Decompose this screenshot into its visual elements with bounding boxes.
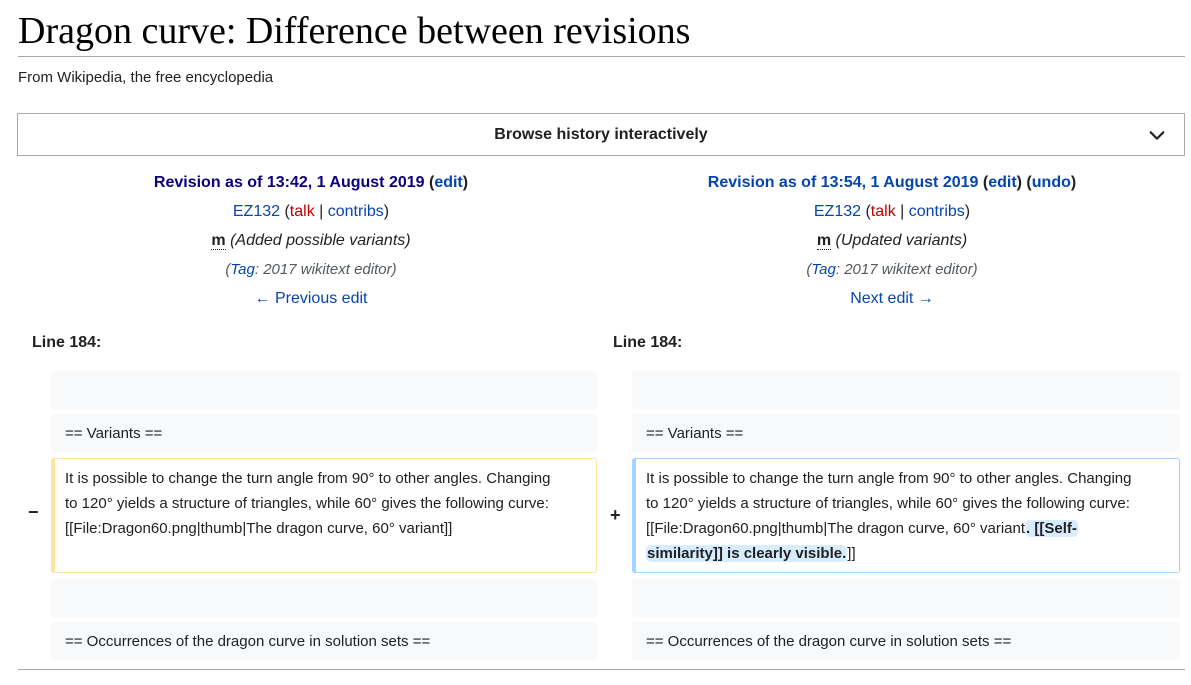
old-talk-link[interactable]: talk [289,203,315,220]
new-talk-link[interactable]: talk [870,203,896,220]
old-tag-value: : 2017 wikitext editor) [254,261,397,278]
bottom-divider [18,669,1185,670]
new-separator: | [895,203,909,220]
deleted-text-line-2: to 120° yields a structure of triangles, while 60° gives the following curve: [65,495,549,512]
added-text-line-2: to 120° yields a structure of triangles, while 60° gives the following curve: [646,495,1130,512]
right-line-number: Line 184: [613,334,683,351]
right-context-occurrences-text: == Occurrences of the dragon curve in solution sets == [646,633,1012,650]
next-edit-link[interactable]: Next edit → [850,290,934,307]
added-text-post: ]] [847,545,856,562]
page-title: Dragon curve: Difference between revisions [18,8,1185,57]
old-edit-summary: (Added possible variants) [230,232,411,249]
left-context-occurrences-text: == Occurrences of the dragon curve in solution sets == [65,633,431,650]
inserted-text-a: . [[Self- [1026,520,1077,537]
new-edit-link[interactable]: edit [988,174,1017,191]
new-minor-edit-flag: m [816,232,832,249]
old-paren-open: ( [424,174,435,191]
left-context-variants-text: == Variants == [65,425,163,442]
right-empty-context-2 [632,579,1180,617]
right-empty-context [632,371,1180,409]
site-tagline: From Wikipedia, the free encyclopedia [18,69,274,86]
old-user-link[interactable]: EZ132 [232,203,281,220]
browse-history-label: Browse history interactively [494,125,708,143]
deleted-text-line-3: [[File:Dragon60.png|thumb|The dragon curve, 60° variant]] [65,520,453,537]
chevron-down-icon [1148,126,1166,144]
added-text-line-3 [646,516,1169,541]
old-tag-open: ( [225,261,231,278]
new-paren-open: ( [978,174,989,191]
new-contribs-link[interactable]: contribs [908,203,965,220]
new-edit-summary: (Updated variants) [835,232,968,249]
added-text-line-1: It is possible to change the turn angle from 90° to other angles. Changing [646,470,1132,487]
new-user-link[interactable]: EZ132 [813,203,862,220]
added-line [632,458,1180,573]
deleted-line [51,458,597,573]
left-empty-context-2 [51,579,597,617]
undo-link[interactable]: undo [1031,174,1071,191]
left-context-occurrences [51,622,597,660]
right-context-variants-text: == Variants == [646,425,744,442]
new-revision-header: Revision as of 13:54, 1 August 2019 (edit) (undo) EZ132 (talk | contribs) m (Updated variants) (Tag: 2017 wikitext editor) Next edit → [707,174,1077,307]
inserted-text-b: similarity]] is clearly visible. [647,545,847,562]
deletion-marker: − [28,502,39,522]
old-minor-edit-flag: m [211,232,226,249]
new-tag-link[interactable]: Tag [811,261,836,278]
new-paren-mid: ) ( [1016,174,1032,191]
browse-history-toggle[interactable] [17,113,1185,156]
new-paren-close: ) [1070,174,1077,191]
added-text-pre: [[File:Dragon60.png|thumb|The dragon curve, 60° variant [646,520,1026,537]
left-line-number: Line 184: [32,334,102,351]
old-contribs-link[interactable]: contribs [327,203,384,220]
new-tag-open: ( [806,261,812,278]
old-tag-link[interactable]: Tag [230,261,255,278]
deleted-text-line-1: It is possible to change the turn angle from 90° to other angles. Changing [65,470,551,487]
old-paren-close: ) [462,174,469,191]
new-revision-link[interactable]: Revision as of 13:54, 1 August 2019 [707,174,979,191]
old-separator: | [314,203,328,220]
right-context-variants [632,414,1180,452]
left-context-variants [51,414,597,452]
old-edit-link[interactable]: edit [434,174,463,191]
new-tag-value: : 2017 wikitext editor) [835,261,978,278]
previous-edit-link[interactable]: ← Previous edit [254,290,368,307]
old-revision-link[interactable]: Revision as of 13:42, 1 August 2019 [153,174,425,191]
addition-marker: + [610,505,621,525]
old-revision-header: Revision as of 13:42, 1 August 2019 (edit) EZ132 (talk | contribs) m (Added possible variants) (Tag: 2017 wikitext editor) ← Previous edit [153,174,469,307]
right-context-occurrences [632,622,1180,660]
left-empty-context [51,371,597,409]
added-text-line-4 [646,541,1169,566]
